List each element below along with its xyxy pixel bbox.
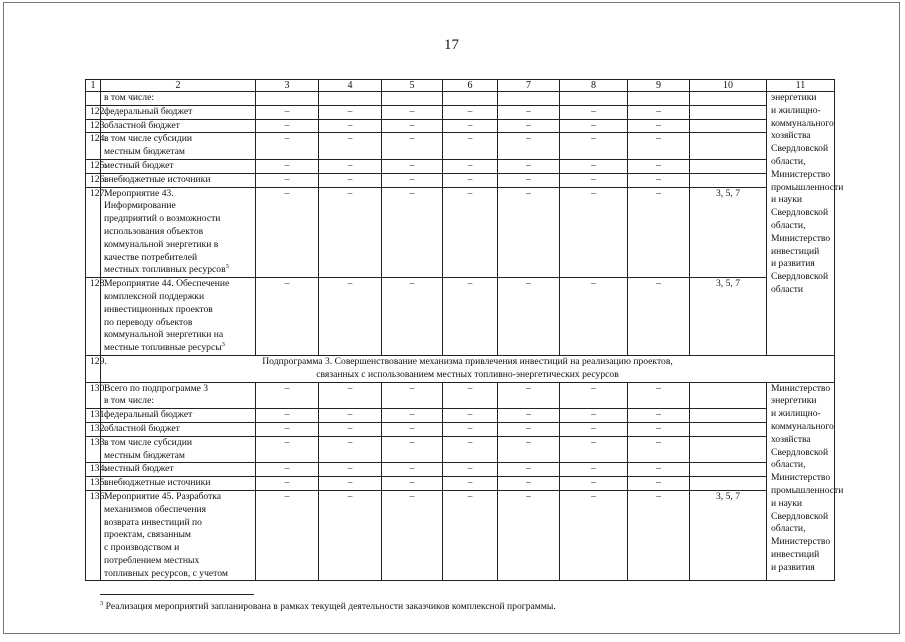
- value-cell: –: [256, 105, 319, 119]
- value-cell: –: [628, 409, 690, 423]
- task-numbers: 3, 5, 7: [690, 187, 767, 278]
- value-cell: –: [560, 105, 628, 119]
- value-cell: –: [319, 159, 382, 173]
- value-cell: –: [382, 409, 443, 423]
- value-cell: –: [382, 133, 443, 160]
- executor-line: Министерство: [771, 536, 831, 548]
- value-cell: –: [560, 278, 628, 356]
- value-cell: [319, 92, 382, 106]
- description-line: Мероприятие 43.: [104, 187, 174, 199]
- row-number: 135.: [86, 477, 101, 491]
- executor-line: Свердловской: [771, 207, 829, 219]
- task-numbers: [690, 436, 767, 463]
- value-cell: –: [443, 463, 498, 477]
- table-row: [86, 105, 835, 119]
- row-number: [86, 92, 101, 106]
- task-numbers: [690, 92, 767, 106]
- executor-line: Министерство: [771, 232, 831, 244]
- task-numbers: [690, 159, 767, 173]
- value-cell: –: [443, 105, 498, 119]
- executor-line: и жилищно-: [771, 408, 821, 420]
- description-line: комплексной поддержки: [104, 290, 205, 302]
- value-cell: –: [319, 490, 382, 581]
- row-number: 123.: [86, 119, 101, 133]
- value-cell: –: [560, 382, 628, 409]
- executor-line: инвестиций: [771, 245, 820, 257]
- table-row: [86, 92, 835, 106]
- header-cell: 2: [101, 80, 256, 92]
- row-description: [101, 159, 256, 173]
- value-cell: –: [443, 477, 498, 491]
- description-line: местный бюджет: [104, 463, 174, 475]
- row-number: 134.: [86, 463, 101, 477]
- footnote-mark: 3: [221, 340, 225, 348]
- footnote: [100, 601, 556, 612]
- value-cell: –: [382, 187, 443, 278]
- value-cell: –: [443, 159, 498, 173]
- footnote-mark: 3: [225, 263, 229, 271]
- value-cell: –: [628, 422, 690, 436]
- value-cell: –: [256, 159, 319, 173]
- description-line: топливных ресурсов, с учетом: [104, 567, 228, 579]
- row-number: 133.: [86, 436, 101, 463]
- executor-line: и развития: [771, 561, 815, 573]
- value-cell: –: [628, 436, 690, 463]
- value-cell: –: [319, 436, 382, 463]
- description-line: в том числе:: [104, 395, 155, 407]
- value-cell: –: [498, 436, 560, 463]
- row-description: [101, 92, 256, 106]
- description-line: возврата инвестиций по: [104, 516, 202, 528]
- row-description: [101, 119, 256, 133]
- value-cell: –: [560, 477, 628, 491]
- value-cell: –: [382, 382, 443, 409]
- executor-line: хозяйства: [771, 433, 811, 445]
- value-cell: –: [382, 422, 443, 436]
- header-cell: 5: [382, 80, 443, 92]
- row-number: 125.: [86, 159, 101, 173]
- value-cell: –: [443, 119, 498, 133]
- executor-line: Свердловской: [771, 510, 829, 522]
- table-row: [86, 490, 835, 581]
- value-cell: –: [498, 187, 560, 278]
- responsible-executors: [767, 92, 844, 356]
- value-cell: –: [628, 159, 690, 173]
- description-line: инвестиционных проектов: [104, 303, 213, 315]
- row-description: [101, 463, 256, 477]
- executor-line: Свердловской: [771, 446, 829, 458]
- header-cell: 11: [767, 80, 835, 92]
- executor-line: Министерство: [771, 168, 831, 180]
- executor-line: области,: [771, 155, 806, 167]
- row-number: 129.: [86, 355, 101, 382]
- value-cell: –: [628, 119, 690, 133]
- executor-line: промышленности: [771, 484, 844, 496]
- row-number: 124.: [86, 133, 101, 160]
- value-cell: –: [560, 436, 628, 463]
- footnote-text: Реализация мероприятий запланирована в рамках текущей деятельности заказчиков комплексной программы.: [103, 601, 556, 612]
- executor-line: и науки: [771, 497, 803, 509]
- description-line: Мероприятие 45. Разработка: [104, 490, 222, 502]
- description-line: областной бюджет: [104, 119, 180, 131]
- description-line: потреблением местных: [104, 554, 200, 566]
- value-cell: –: [560, 133, 628, 160]
- table-row: [86, 409, 835, 423]
- value-cell: –: [628, 105, 690, 119]
- value-cell: –: [319, 173, 382, 187]
- value-cell: –: [256, 409, 319, 423]
- header-cell: 6: [443, 80, 498, 92]
- executor-line: Свердловской: [771, 271, 829, 283]
- program-table: [85, 79, 844, 581]
- value-cell: –: [382, 173, 443, 187]
- value-cell: –: [560, 463, 628, 477]
- executor-line: области: [771, 283, 804, 295]
- responsible-executors: [767, 382, 844, 581]
- subprogram-title-line: Подпрограмма 3. Совершенствование механизма привлечения инвестиций на реализацию проектов,: [262, 355, 673, 367]
- value-cell: –: [382, 278, 443, 356]
- row-description: [101, 422, 256, 436]
- value-cell: –: [256, 382, 319, 409]
- row-description: [101, 173, 256, 187]
- value-cell: –: [382, 490, 443, 581]
- description-line: проектам, связанным: [104, 529, 191, 541]
- table-row: [86, 477, 835, 491]
- value-cell: –: [498, 422, 560, 436]
- description-line-with-mark: [104, 264, 252, 277]
- page-number: 17: [444, 37, 459, 53]
- value-cell: –: [443, 490, 498, 581]
- value-cell: –: [443, 278, 498, 356]
- description-line: предприятий о возможности: [104, 213, 221, 225]
- row-number: 132.: [86, 422, 101, 436]
- description-line: местных топливных ресурсов: [104, 264, 226, 276]
- header-cell: 3: [256, 80, 319, 92]
- value-cell: –: [443, 173, 498, 187]
- description-line: областной бюджет: [104, 422, 180, 434]
- row-number: 136.: [86, 490, 101, 581]
- value-cell: –: [382, 463, 443, 477]
- description-line: коммунальной энергетики в: [104, 238, 219, 250]
- task-numbers: 3, 5, 7: [690, 490, 767, 581]
- header-cell: 1: [86, 80, 101, 92]
- executor-line: промышленности: [771, 181, 844, 193]
- value-cell: –: [319, 187, 382, 278]
- value-cell: –: [256, 278, 319, 356]
- value-cell: –: [382, 105, 443, 119]
- row-description: [101, 187, 256, 278]
- value-cell: –: [319, 133, 382, 160]
- value-cell: –: [256, 119, 319, 133]
- executor-line: энергетики: [771, 92, 817, 103]
- header-cell: 10: [690, 80, 767, 92]
- executor-line: области,: [771, 459, 806, 471]
- value-cell: –: [560, 159, 628, 173]
- task-numbers: [690, 463, 767, 477]
- value-cell: –: [256, 463, 319, 477]
- description-line: по переводу объектов: [104, 316, 193, 328]
- value-cell: [256, 92, 319, 106]
- row-number: 126.: [86, 173, 101, 187]
- value-cell: –: [443, 409, 498, 423]
- row-description: [101, 105, 256, 119]
- value-cell: –: [498, 409, 560, 423]
- row-number: 128.: [86, 278, 101, 356]
- value-cell: –: [560, 173, 628, 187]
- row-number: 127.: [86, 187, 101, 278]
- description-line: федеральный бюджет: [104, 105, 193, 117]
- value-cell: –: [319, 422, 382, 436]
- value-cell: –: [498, 133, 560, 160]
- value-cell: –: [256, 477, 319, 491]
- table-row: [86, 173, 835, 187]
- value-cell: –: [498, 159, 560, 173]
- task-numbers: [690, 477, 767, 491]
- value-cell: –: [560, 490, 628, 581]
- value-cell: –: [498, 105, 560, 119]
- task-numbers: [690, 105, 767, 119]
- description-line: Всего по подпрограмме 3: [104, 382, 209, 394]
- description-line: использования объектов: [104, 225, 204, 237]
- description-line: местным бюджетам: [104, 449, 185, 461]
- value-cell: –: [443, 422, 498, 436]
- value-cell: –: [319, 477, 382, 491]
- task-numbers: [690, 422, 767, 436]
- table-row: [86, 436, 835, 463]
- header-cell: 8: [560, 80, 628, 92]
- description-line: Информирование: [104, 200, 176, 212]
- value-cell: –: [628, 477, 690, 491]
- subprogram-title-line: связанных с использованием местных топливно-энергетических ресурсов: [316, 368, 619, 380]
- description-line: качестве потребителей: [104, 251, 198, 263]
- row-number: 131.: [86, 409, 101, 423]
- value-cell: –: [319, 119, 382, 133]
- value-cell: –: [560, 119, 628, 133]
- value-cell: –: [382, 119, 443, 133]
- value-cell: –: [256, 133, 319, 160]
- value-cell: –: [319, 278, 382, 356]
- footnote-mark: 3: [100, 599, 104, 607]
- value-cell: –: [628, 187, 690, 278]
- value-cell: –: [560, 187, 628, 278]
- header-cell: 4: [319, 80, 382, 92]
- header-cell: 7: [498, 80, 560, 92]
- value-cell: –: [382, 436, 443, 463]
- document-page: [3, 2, 900, 634]
- value-cell: –: [628, 490, 690, 581]
- value-cell: –: [628, 382, 690, 409]
- description-line: местные топливные ресурсы: [104, 342, 222, 354]
- value-cell: –: [443, 436, 498, 463]
- value-cell: –: [256, 422, 319, 436]
- value-cell: –: [319, 463, 382, 477]
- value-cell: –: [498, 173, 560, 187]
- description-line-with-mark: [104, 342, 252, 355]
- value-cell: –: [628, 278, 690, 356]
- task-numbers: [690, 173, 767, 187]
- value-cell: –: [628, 463, 690, 477]
- value-cell: –: [498, 463, 560, 477]
- executor-line: области,: [771, 219, 806, 231]
- value-cell: –: [628, 133, 690, 160]
- row-description: [101, 490, 256, 581]
- task-numbers: 3, 5, 7: [690, 278, 767, 356]
- description-line: механизмов обеспечения: [104, 503, 207, 515]
- description-line: с производством и: [104, 542, 180, 554]
- table-row: [86, 422, 835, 436]
- task-numbers: [690, 133, 767, 160]
- table-row: [86, 187, 835, 278]
- task-numbers: [690, 409, 767, 423]
- value-cell: [628, 92, 690, 106]
- task-numbers: [690, 119, 767, 133]
- value-cell: –: [628, 173, 690, 187]
- value-cell: –: [498, 382, 560, 409]
- row-number: 122.: [86, 105, 101, 119]
- executor-line: Министерство: [771, 472, 831, 484]
- value-cell: –: [443, 382, 498, 409]
- table-row: [86, 159, 835, 173]
- table-row: [86, 133, 835, 160]
- row-description: [101, 382, 256, 409]
- description-line: Мероприятие 44. Обеспечение: [104, 278, 230, 290]
- description-line: местный бюджет: [104, 159, 174, 171]
- table-row: [86, 278, 835, 356]
- row-description: [101, 133, 256, 160]
- description-line: коммунальной энергетики на: [104, 329, 224, 341]
- value-cell: –: [382, 477, 443, 491]
- description-line: федеральный бюджет: [104, 409, 193, 421]
- value-cell: [560, 92, 628, 106]
- description-line: в том числе:: [104, 92, 155, 103]
- value-cell: –: [443, 187, 498, 278]
- description-line: местным бюджетам: [104, 146, 185, 158]
- executor-line: и жилищно-: [771, 104, 821, 116]
- description-line: внебюджетные источники: [104, 477, 211, 489]
- value-cell: –: [256, 187, 319, 278]
- value-cell: –: [319, 382, 382, 409]
- executor-line: энергетики: [771, 395, 817, 407]
- footnote-rule: [100, 594, 254, 595]
- executor-line: инвестиций: [771, 548, 820, 560]
- subprogram-row: [86, 355, 835, 382]
- subprogram-title: [101, 355, 835, 382]
- description-line: внебюджетные источники: [104, 173, 211, 185]
- value-cell: –: [319, 105, 382, 119]
- value-cell: [443, 92, 498, 106]
- value-cell: –: [498, 278, 560, 356]
- value-cell: –: [382, 159, 443, 173]
- executor-line: и развития: [771, 258, 815, 270]
- value-cell: –: [256, 436, 319, 463]
- row-description: [101, 436, 256, 463]
- value-cell: –: [443, 133, 498, 160]
- value-cell: –: [256, 173, 319, 187]
- table-row: [86, 119, 835, 133]
- value-cell: –: [498, 490, 560, 581]
- header-row: [86, 80, 835, 92]
- value-cell: –: [319, 409, 382, 423]
- row-description: [101, 278, 256, 356]
- value-cell: [382, 92, 443, 106]
- executor-line: и науки: [771, 194, 803, 206]
- executor-line: коммунального: [771, 117, 834, 129]
- table-row: [86, 463, 835, 477]
- value-cell: –: [560, 422, 628, 436]
- executor-line: области,: [771, 523, 806, 535]
- description-line: в том числе субсидии: [104, 133, 192, 145]
- row-number: 130.: [86, 382, 101, 409]
- executor-line: коммунального: [771, 420, 834, 432]
- executor-line: Министерство: [771, 382, 831, 394]
- task-numbers: [690, 382, 767, 409]
- executor-line: Свердловской: [771, 143, 829, 155]
- row-description: [101, 477, 256, 491]
- row-description: [101, 409, 256, 423]
- description-line: в том числе субсидии: [104, 436, 192, 448]
- executor-line: хозяйства: [771, 130, 811, 142]
- table-row: [86, 382, 835, 409]
- value-cell: [498, 92, 560, 106]
- value-cell: –: [498, 477, 560, 491]
- value-cell: –: [256, 490, 319, 581]
- value-cell: –: [498, 119, 560, 133]
- value-cell: –: [560, 409, 628, 423]
- header-cell: 9: [628, 80, 690, 92]
